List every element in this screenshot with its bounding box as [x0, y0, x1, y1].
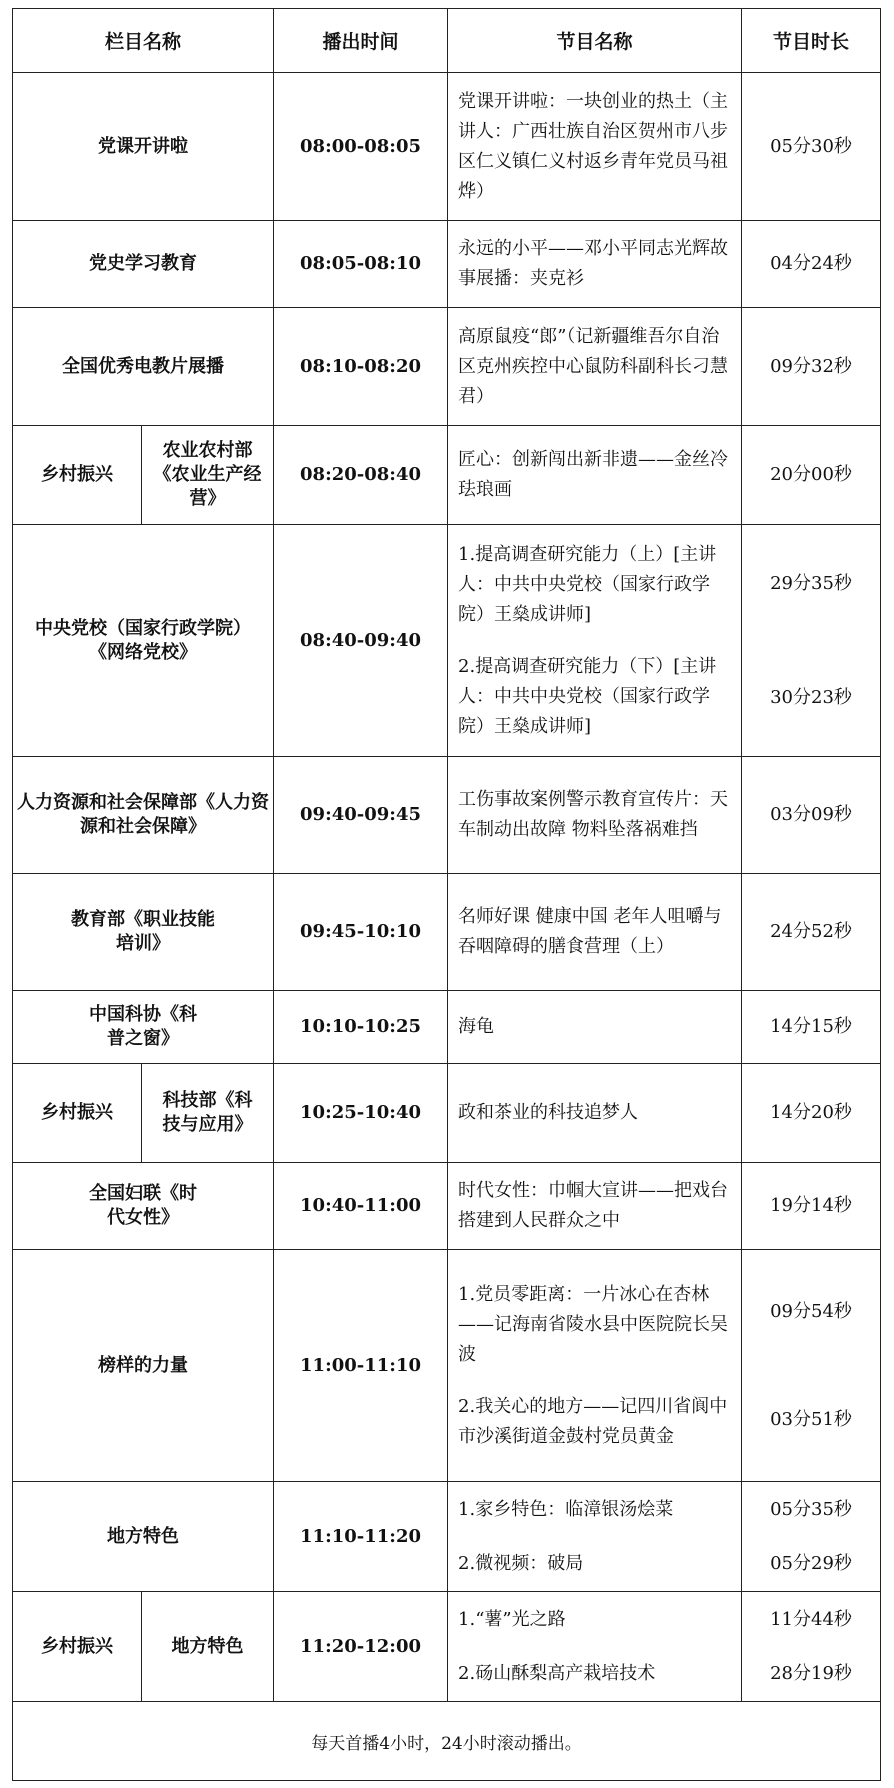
program-name: 党课开讲啦：一块创业的热土（主讲人：广西壮族自治区贺州市八步区仁义镇仁义村返乡青年党员马祖烨） — [448, 73, 742, 221]
sub-column-name: 科技部《科技与应用》 — [142, 1064, 274, 1163]
program-item: 1.提高调查研究能力（上）[主讲人：中共中央党校（国家行政学院）王燊成讲师] — [458, 543, 717, 625]
air-time: 10:40-11:00 — [274, 1163, 448, 1250]
duration-item: 03分51秒 — [770, 1408, 852, 1430]
duration: 14分20秒 — [742, 1064, 881, 1163]
header-duration: 节目时长 — [742, 9, 881, 73]
program-name: 工伤事故案例警示教育宣传片：天车制动出故障 物料坠落祸难挡 — [448, 757, 742, 874]
table-row — [13, 1592, 881, 1702]
program-item: 2.提高调查研究能力（下）[主讲人：中共中央党校（国家行政学院）王燊成讲师] — [458, 655, 717, 737]
duration: 14分15秒 — [742, 991, 881, 1064]
air-time: 10:25-10:40 — [274, 1064, 448, 1163]
air-time: 08:05-08:10 — [274, 221, 448, 308]
column-name: 教育部《职业技能培训》 — [13, 874, 274, 991]
program-item: 1.家乡特色：临漳银汤烩菜 — [458, 1498, 674, 1520]
program-cell — [448, 525, 742, 757]
column-name: 党课开讲啦 — [13, 73, 274, 221]
table-row — [13, 1482, 881, 1592]
air-time: 09:45-10:10 — [274, 874, 448, 991]
duration-item: 05分29秒 — [770, 1552, 852, 1574]
air-time: 08:10-08:20 — [274, 308, 448, 426]
table-row — [13, 757, 881, 874]
air-time: 11:20-12:00 — [274, 1592, 448, 1702]
program-name: 政和茶业的科技追梦人 — [448, 1064, 742, 1163]
duration: 09分32秒 — [742, 308, 881, 426]
air-time: 09:40-09:45 — [274, 757, 448, 874]
table-row — [13, 991, 881, 1064]
duration-cell — [742, 1592, 881, 1702]
column-name: 乡村振兴 — [13, 1064, 142, 1163]
duration-item: 29分35秒 — [770, 572, 852, 594]
air-time: 10:10-10:25 — [274, 991, 448, 1064]
program-name: 海龟 — [448, 991, 742, 1064]
program-item: 2.砀山酥梨高产栽培技术 — [458, 1662, 656, 1684]
air-time: 11:00-11:10 — [274, 1250, 448, 1482]
column-name: 中国科协《科普之窗》 — [13, 991, 274, 1064]
table-row — [13, 874, 881, 991]
air-time: 08:40-09:40 — [274, 525, 448, 757]
program-name: 永远的小平——邓小平同志光辉故事展播：夹克衫 — [448, 221, 742, 308]
table-row — [13, 73, 881, 221]
table-row — [13, 221, 881, 308]
program-item: 1.“薯”光之路 — [458, 1608, 566, 1630]
program-item: 2.我关心的地方——记四川省阆中市沙溪街道金鼓村党员黄金 — [458, 1395, 728, 1447]
duration: 04分24秒 — [742, 221, 881, 308]
column-name: 地方特色 — [13, 1482, 274, 1592]
schedule-table — [12, 8, 881, 1781]
column-name: 榜样的力量 — [13, 1250, 274, 1482]
duration-item: 05分35秒 — [770, 1498, 852, 1520]
duration: 20分00秒 — [742, 426, 881, 525]
duration: 03分09秒 — [742, 757, 881, 874]
program-cell — [448, 1250, 742, 1482]
program-item: 1.党员零距离：一片冰心在杏林——记海南省陵水县中医院院长吴波 — [458, 1283, 729, 1365]
duration: 19分14秒 — [742, 1163, 881, 1250]
column-name: 全国妇联《时代女性》 — [13, 1163, 274, 1250]
column-name: 全国优秀电教片展播 — [13, 308, 274, 426]
table-row — [13, 1250, 881, 1482]
air-time: 08:20-08:40 — [274, 426, 448, 525]
program-name: 名师好课 健康中国 老年人咀嚼与吞咽障碍的膳食营理（上） — [448, 874, 742, 991]
program-item: 2.微视频：破局 — [458, 1552, 584, 1574]
duration: 05分30秒 — [742, 73, 881, 221]
table-row — [13, 308, 881, 426]
program-cell — [448, 1592, 742, 1702]
air-time: 11:10-11:20 — [274, 1482, 448, 1592]
table-row — [13, 1163, 881, 1250]
column-name: 人力资源和社会保障部《人力资源和社会保障》 — [13, 757, 274, 874]
header-program: 节目名称 — [448, 9, 742, 73]
column-name: 中央党校（国家行政学院）《网络党校》 — [13, 525, 274, 757]
program-cell — [448, 1482, 742, 1592]
table-row — [13, 1064, 881, 1163]
duration-cell — [742, 525, 881, 757]
footer-row — [13, 1702, 881, 1781]
program-name: 匠心：创新闯出新非遗——金丝冷珐琅画 — [448, 426, 742, 525]
header-column: 栏目名称 — [13, 9, 274, 73]
program-name: 时代女性：巾帼大宣讲——把戏台搭建到人民群众之中 — [448, 1163, 742, 1250]
column-name: 乡村振兴 — [13, 426, 142, 525]
footer-note: 每天首播4小时，24小时滚动播出。 — [13, 1702, 881, 1781]
duration-item: 30分23秒 — [770, 686, 852, 708]
table-row — [13, 426, 881, 525]
header-row — [13, 9, 881, 73]
header-time: 播出时间 — [274, 9, 448, 73]
duration-item: 28分19秒 — [770, 1662, 852, 1684]
column-name: 乡村振兴 — [13, 1592, 142, 1702]
sub-column-name: 地方特色 — [142, 1592, 274, 1702]
duration-cell — [742, 1482, 881, 1592]
program-name: 高原鼠疫“郎”（记新疆维吾尔自治区克州疾控中心鼠防科副科长刁慧君） — [448, 308, 742, 426]
table-row — [13, 525, 881, 757]
duration-item: 11分44秒 — [770, 1608, 852, 1630]
duration-item: 09分54秒 — [770, 1300, 852, 1322]
column-name: 党史学习教育 — [13, 221, 274, 308]
sub-column-name: 农业农村部《农业生产经营》 — [142, 426, 274, 525]
air-time: 08:00-08:05 — [274, 73, 448, 221]
duration-cell — [742, 1250, 881, 1482]
duration: 24分52秒 — [742, 874, 881, 991]
